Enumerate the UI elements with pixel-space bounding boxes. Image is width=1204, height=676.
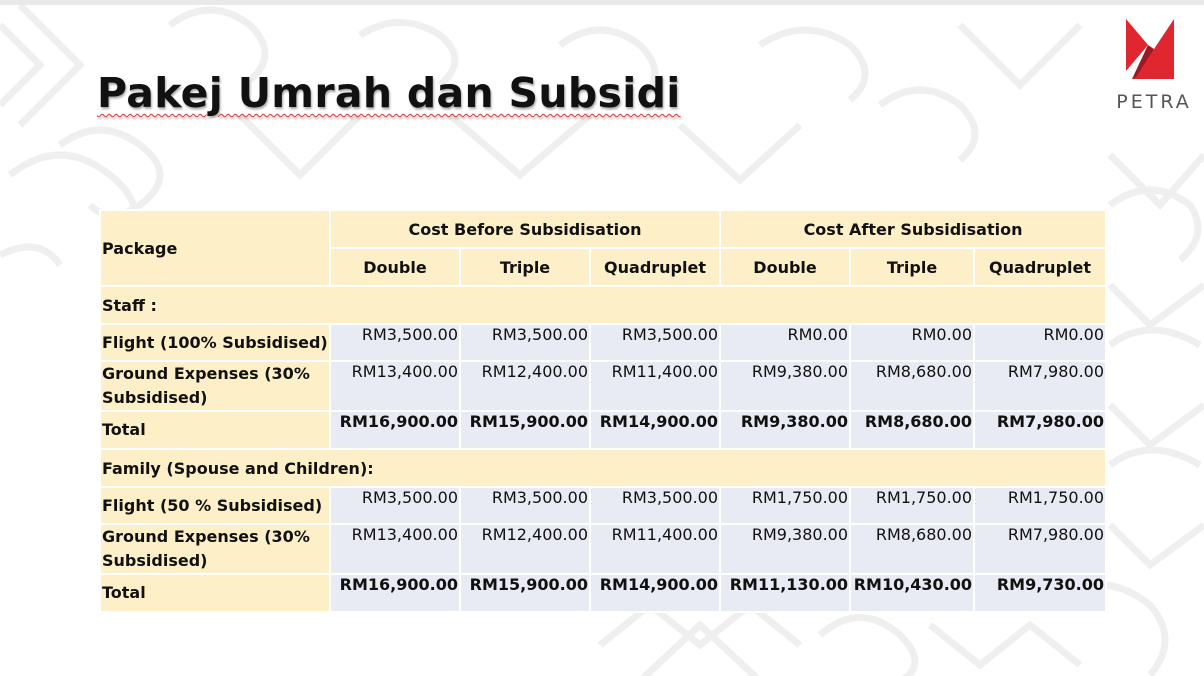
table-cell: RM8,680.00	[850, 524, 974, 574]
section-title-staff: Staff :	[100, 286, 1106, 324]
table-cell: RM15,900.00	[460, 411, 590, 449]
logo-text: PETRA	[1116, 91, 1192, 113]
table-cell: RM8,680.00	[850, 411, 974, 449]
column-header: Triple	[460, 248, 590, 286]
table-cell: RM16,900.00	[330, 411, 460, 449]
table-row-total	[100, 574, 1106, 612]
table-cell: RM8,680.00	[850, 361, 974, 411]
column-header: Double	[720, 248, 850, 286]
table-cell: RM3,500.00	[460, 487, 590, 524]
page-title: Pakej Umrah dan Subsidi	[97, 69, 681, 117]
table-cell: RM1,750.00	[720, 487, 850, 524]
table-row	[100, 324, 1106, 361]
table-cell: RM16,900.00	[330, 574, 460, 612]
logo	[1108, 19, 1200, 115]
column-header: Quadruplet	[590, 248, 720, 286]
table-cell: RM3,500.00	[590, 487, 720, 524]
section-title-family: Family (Spouse and Children):	[100, 449, 1106, 487]
row-label: Total	[100, 574, 330, 612]
table-cell: RM11,400.00	[590, 524, 720, 574]
group-header-after: Cost After Subsidisation	[720, 210, 1106, 248]
table-cell: RM7,980.00	[974, 524, 1106, 574]
column-header: Double	[330, 248, 460, 286]
table-cell: RM0.00	[850, 324, 974, 361]
table-cell: RM3,500.00	[330, 487, 460, 524]
table-cell: RM15,900.00	[460, 574, 590, 612]
table-cell: RM3,500.00	[590, 324, 720, 361]
table-cell: RM1,750.00	[974, 487, 1106, 524]
row-label: Ground Expenses (30% Subsidised)	[100, 524, 330, 574]
table-cell: RM12,400.00	[460, 361, 590, 411]
table-cell: RM9,730.00	[974, 574, 1106, 612]
table-cell: RM11,400.00	[590, 361, 720, 411]
table-cell: RM7,980.00	[974, 411, 1106, 449]
table-cell: RM14,900.00	[590, 574, 720, 612]
group-header-before: Cost Before Subsidisation	[330, 210, 720, 248]
table-row	[100, 361, 1106, 411]
table-cell: RM9,380.00	[720, 411, 850, 449]
table-cell: RM1,750.00	[850, 487, 974, 524]
table-cell: RM0.00	[974, 324, 1106, 361]
table-cell: RM9,380.00	[720, 524, 850, 574]
table-cell: RM12,400.00	[460, 524, 590, 574]
table-row	[100, 524, 1106, 574]
table-cell: RM0.00	[720, 324, 850, 361]
table-cell: RM14,900.00	[590, 411, 720, 449]
table-cell: RM7,980.00	[974, 361, 1106, 411]
column-header: Triple	[850, 248, 974, 286]
petra-logo-icon	[1126, 19, 1178, 79]
table-row	[100, 487, 1106, 524]
row-label: Total	[100, 411, 330, 449]
table-cell: RM13,400.00	[330, 524, 460, 574]
package-header: Package	[100, 210, 330, 286]
package-table	[99, 209, 1107, 613]
table-row-total	[100, 411, 1106, 449]
table-cell: RM13,400.00	[330, 361, 460, 411]
table-cell: RM3,500.00	[460, 324, 590, 361]
row-label: Flight (50 % Subsidised)	[100, 487, 330, 524]
row-label: Ground Expenses (30% Subsidised)	[100, 361, 330, 411]
column-header: Quadruplet	[974, 248, 1106, 286]
table-cell: RM3,500.00	[330, 324, 460, 361]
table-cell: RM10,430.00	[850, 574, 974, 612]
table-cell: RM11,130.00	[720, 574, 850, 612]
row-label: Flight (100% Subsidised)	[100, 324, 330, 361]
table-cell: RM9,380.00	[720, 361, 850, 411]
